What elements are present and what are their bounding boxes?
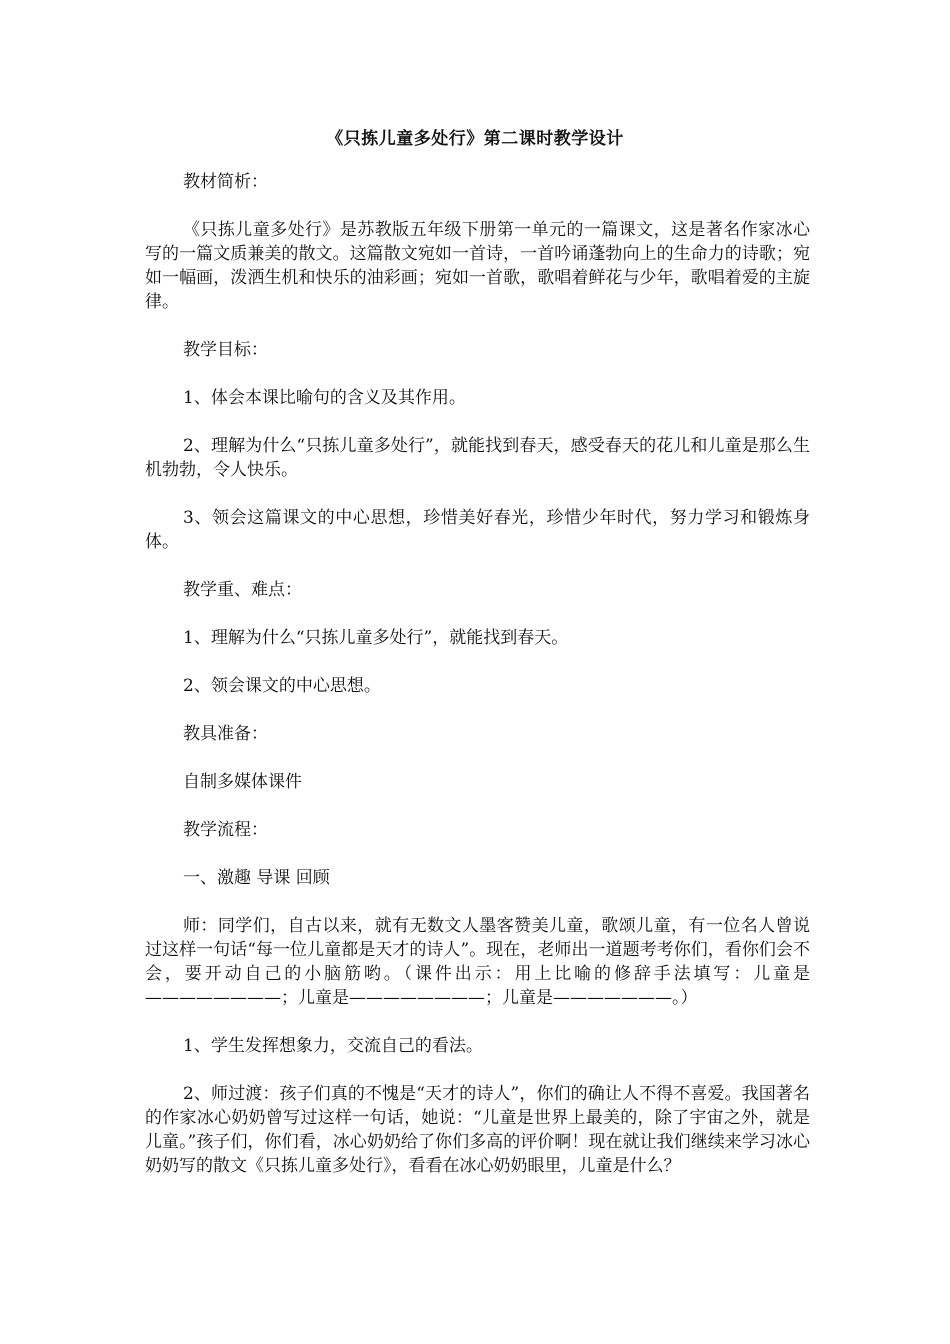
document-title: 《只拣儿童多处行》第二课时教学设计 — [326, 129, 624, 149]
heading-textbook-analysis: 教材简析： — [183, 172, 268, 192]
goal-item-1: 1、体会本课比喻句的含义及其作用。 — [183, 388, 466, 408]
heading-teaching-aids: 教具准备： — [183, 724, 268, 744]
teacher-intro-paragraph: 师：同学们，自古以来，就有无数文人墨客赞美儿童，歌颂儿童，有一位名人曾说过这样一句话“每一位儿童都是天才的诗人”。现在，老师出一道题考考你们，看你们会不会，要开动自己的小脑筋哟。（课件出示：用上比喻的修辞手法填写：儿童是————————；儿童是————————；儿童是———————。） — [145, 916, 810, 1008]
process-item-2: 2、师过渡：孩子们真的不愧是“天才的诗人”，你们的确让人不得不喜爱。我国著名的作家冰心奶奶曾写过这样一句话，她说：“儿童是世界上最美的，除了宇宙之外，就是儿童。”孩子们，你们看，冰心奶奶给了你们多高的评价啊！现在就让我们继续来学习冰心奶奶写的散文《只拣儿童多处行》，看看在冰心奶奶眼里，儿童是什么？ — [145, 1084, 810, 1176]
key-point-item-2: 2、领会课文的中心思想。 — [183, 676, 381, 696]
teaching-aids-text: 自制多媒体课件 — [183, 772, 302, 792]
goal-item-2: 2、理解为什么“只拣儿童多处行”，就能找到春天，感受春天的花儿和儿童是那么生机勃勃，令人快乐。 — [145, 436, 810, 480]
process-item-1: 1、学生发挥想象力，交流自己的看法。 — [183, 1036, 483, 1056]
key-point-item-1: 1、理解为什么“只拣儿童多处行”，就能找到春天。 — [183, 628, 569, 648]
heading-teaching-process: 教学流程： — [183, 820, 268, 840]
heading-teaching-goals: 教学目标： — [183, 340, 268, 360]
goal-item-3: 3、领会这篇课文的中心思想，珍惜美好春光，珍惜少年时代，努力学习和锻炼身体。 — [145, 508, 810, 552]
heading-key-points: 教学重、难点： — [183, 580, 302, 600]
paragraph-textbook-analysis: 《只拣儿童多处行》是苏教版五年级下册第一单元的一篇课文，这是著名作家冰心写的一篇文质兼美的散文。这篇散文宛如一首诗，一首吟诵蓬勃向上的生命力的诗歌；宛如一幅画，泼洒生机和快乐的油彩画；宛如一首歌，歌唱着鲜花与少年，歌唱着爱的主旋律。 — [145, 220, 810, 312]
process-step-1-heading: 一、激趣 导课 回顾 — [183, 868, 330, 888]
document-body — [145, 170, 810, 1178]
